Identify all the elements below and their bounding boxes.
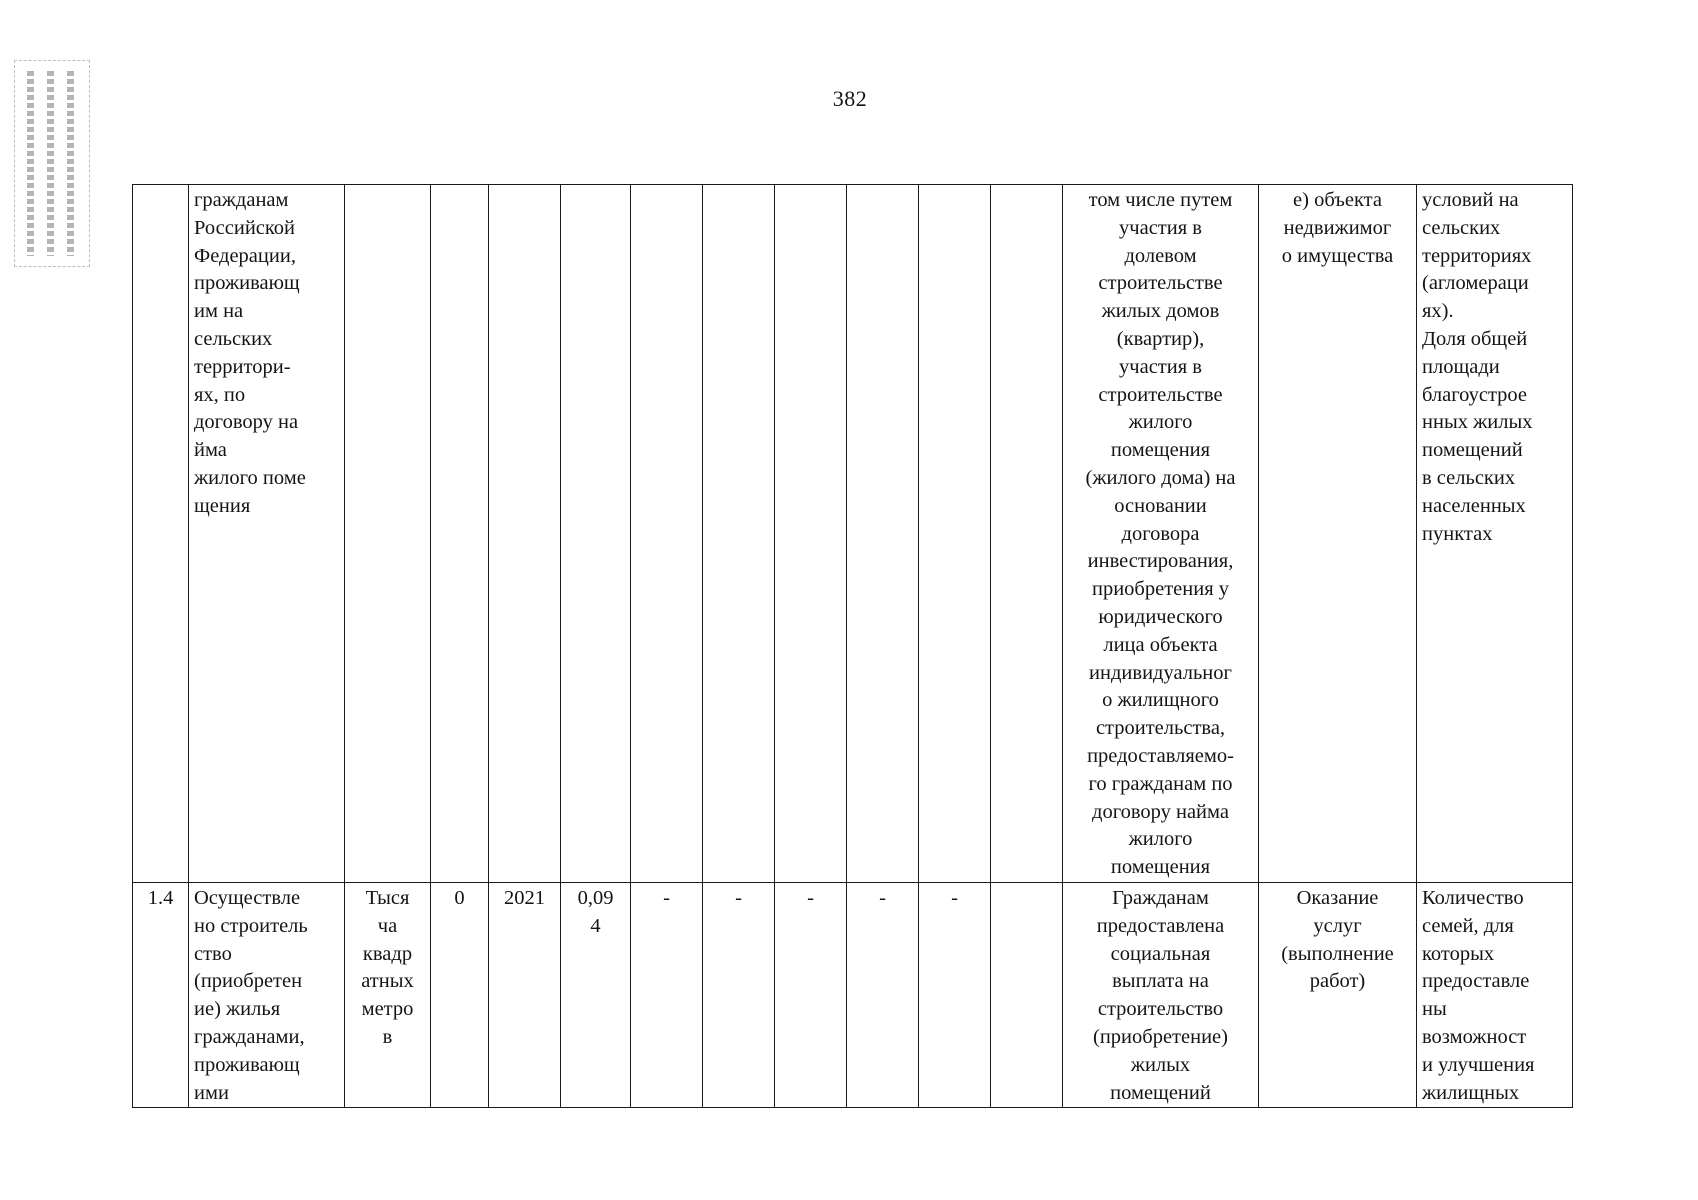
stamp-line xyxy=(67,71,74,256)
unit-cell: Тыся ча квадр атных метро в xyxy=(345,882,431,1107)
value-cell: - xyxy=(703,882,775,1107)
stamp-line xyxy=(27,71,34,256)
indicator-link-cell: Количество семей, для которых предоставле ны возможност и улучшения жилищных xyxy=(1417,882,1573,1107)
base-year-cell: 2021 xyxy=(489,882,561,1107)
value-cell xyxy=(847,185,919,883)
event-name-cell: гражданам Российской Федерации, проживающ им на сельских территори- ях, по договору на йма жилого поме щения xyxy=(189,185,345,883)
value-cell: - xyxy=(631,882,703,1107)
result-type-cell: е) объекта недвижимог о имущества xyxy=(1259,185,1417,883)
base-value-cell: 0 xyxy=(431,882,489,1107)
result-description-cell: том числе путем участия в долевом строительстве жилых домов (квартир), участия в строительстве жилого помещения (жилого дома) на основании договора инвестирования, приобретения у юридического лица объекта индивидуальног о жилищного строительства, предоставляемо- го гражданам по договору найма жилого помещения xyxy=(1063,185,1259,883)
value-cell: - xyxy=(919,882,991,1107)
value-cell: - xyxy=(847,882,919,1107)
value-cell xyxy=(919,185,991,883)
page-number: 382 xyxy=(832,86,868,111)
document-table xyxy=(132,184,1573,1108)
result-description-cell: Гражданам предоставлена социальная выплата на строительство (приобретение) жилых помещений xyxy=(1063,882,1259,1107)
table-row xyxy=(133,185,1573,883)
event-name-cell: Осуществле но строитель ство (приобретен ие) жилья гражданами, проживающ ими xyxy=(189,882,345,1107)
stamp-line xyxy=(47,71,54,256)
value-cell xyxy=(703,185,775,883)
rotated-stamp-icon xyxy=(14,60,90,267)
unit-cell xyxy=(345,185,431,883)
row-number-cell: 1.4 xyxy=(133,882,189,1107)
value-cell: - xyxy=(775,882,847,1107)
value-cell xyxy=(775,185,847,883)
value-cell xyxy=(991,882,1063,1107)
row-number-cell xyxy=(133,185,189,883)
result-type-cell: Оказание услуг (выполнение работ) xyxy=(1259,882,1417,1107)
table-row xyxy=(133,882,1573,1107)
value-2021-cell xyxy=(561,185,631,883)
value-2021-cell: 0,09 4 xyxy=(561,882,631,1107)
value-cell xyxy=(631,185,703,883)
base-value-cell xyxy=(431,185,489,883)
indicator-link-cell: условий на сельских территориях (агломераци ях). Доля общей площади благоустрое нных жилых помещений в сельских населенных пунктах xyxy=(1417,185,1573,883)
base-year-cell xyxy=(489,185,561,883)
value-cell xyxy=(991,185,1063,883)
